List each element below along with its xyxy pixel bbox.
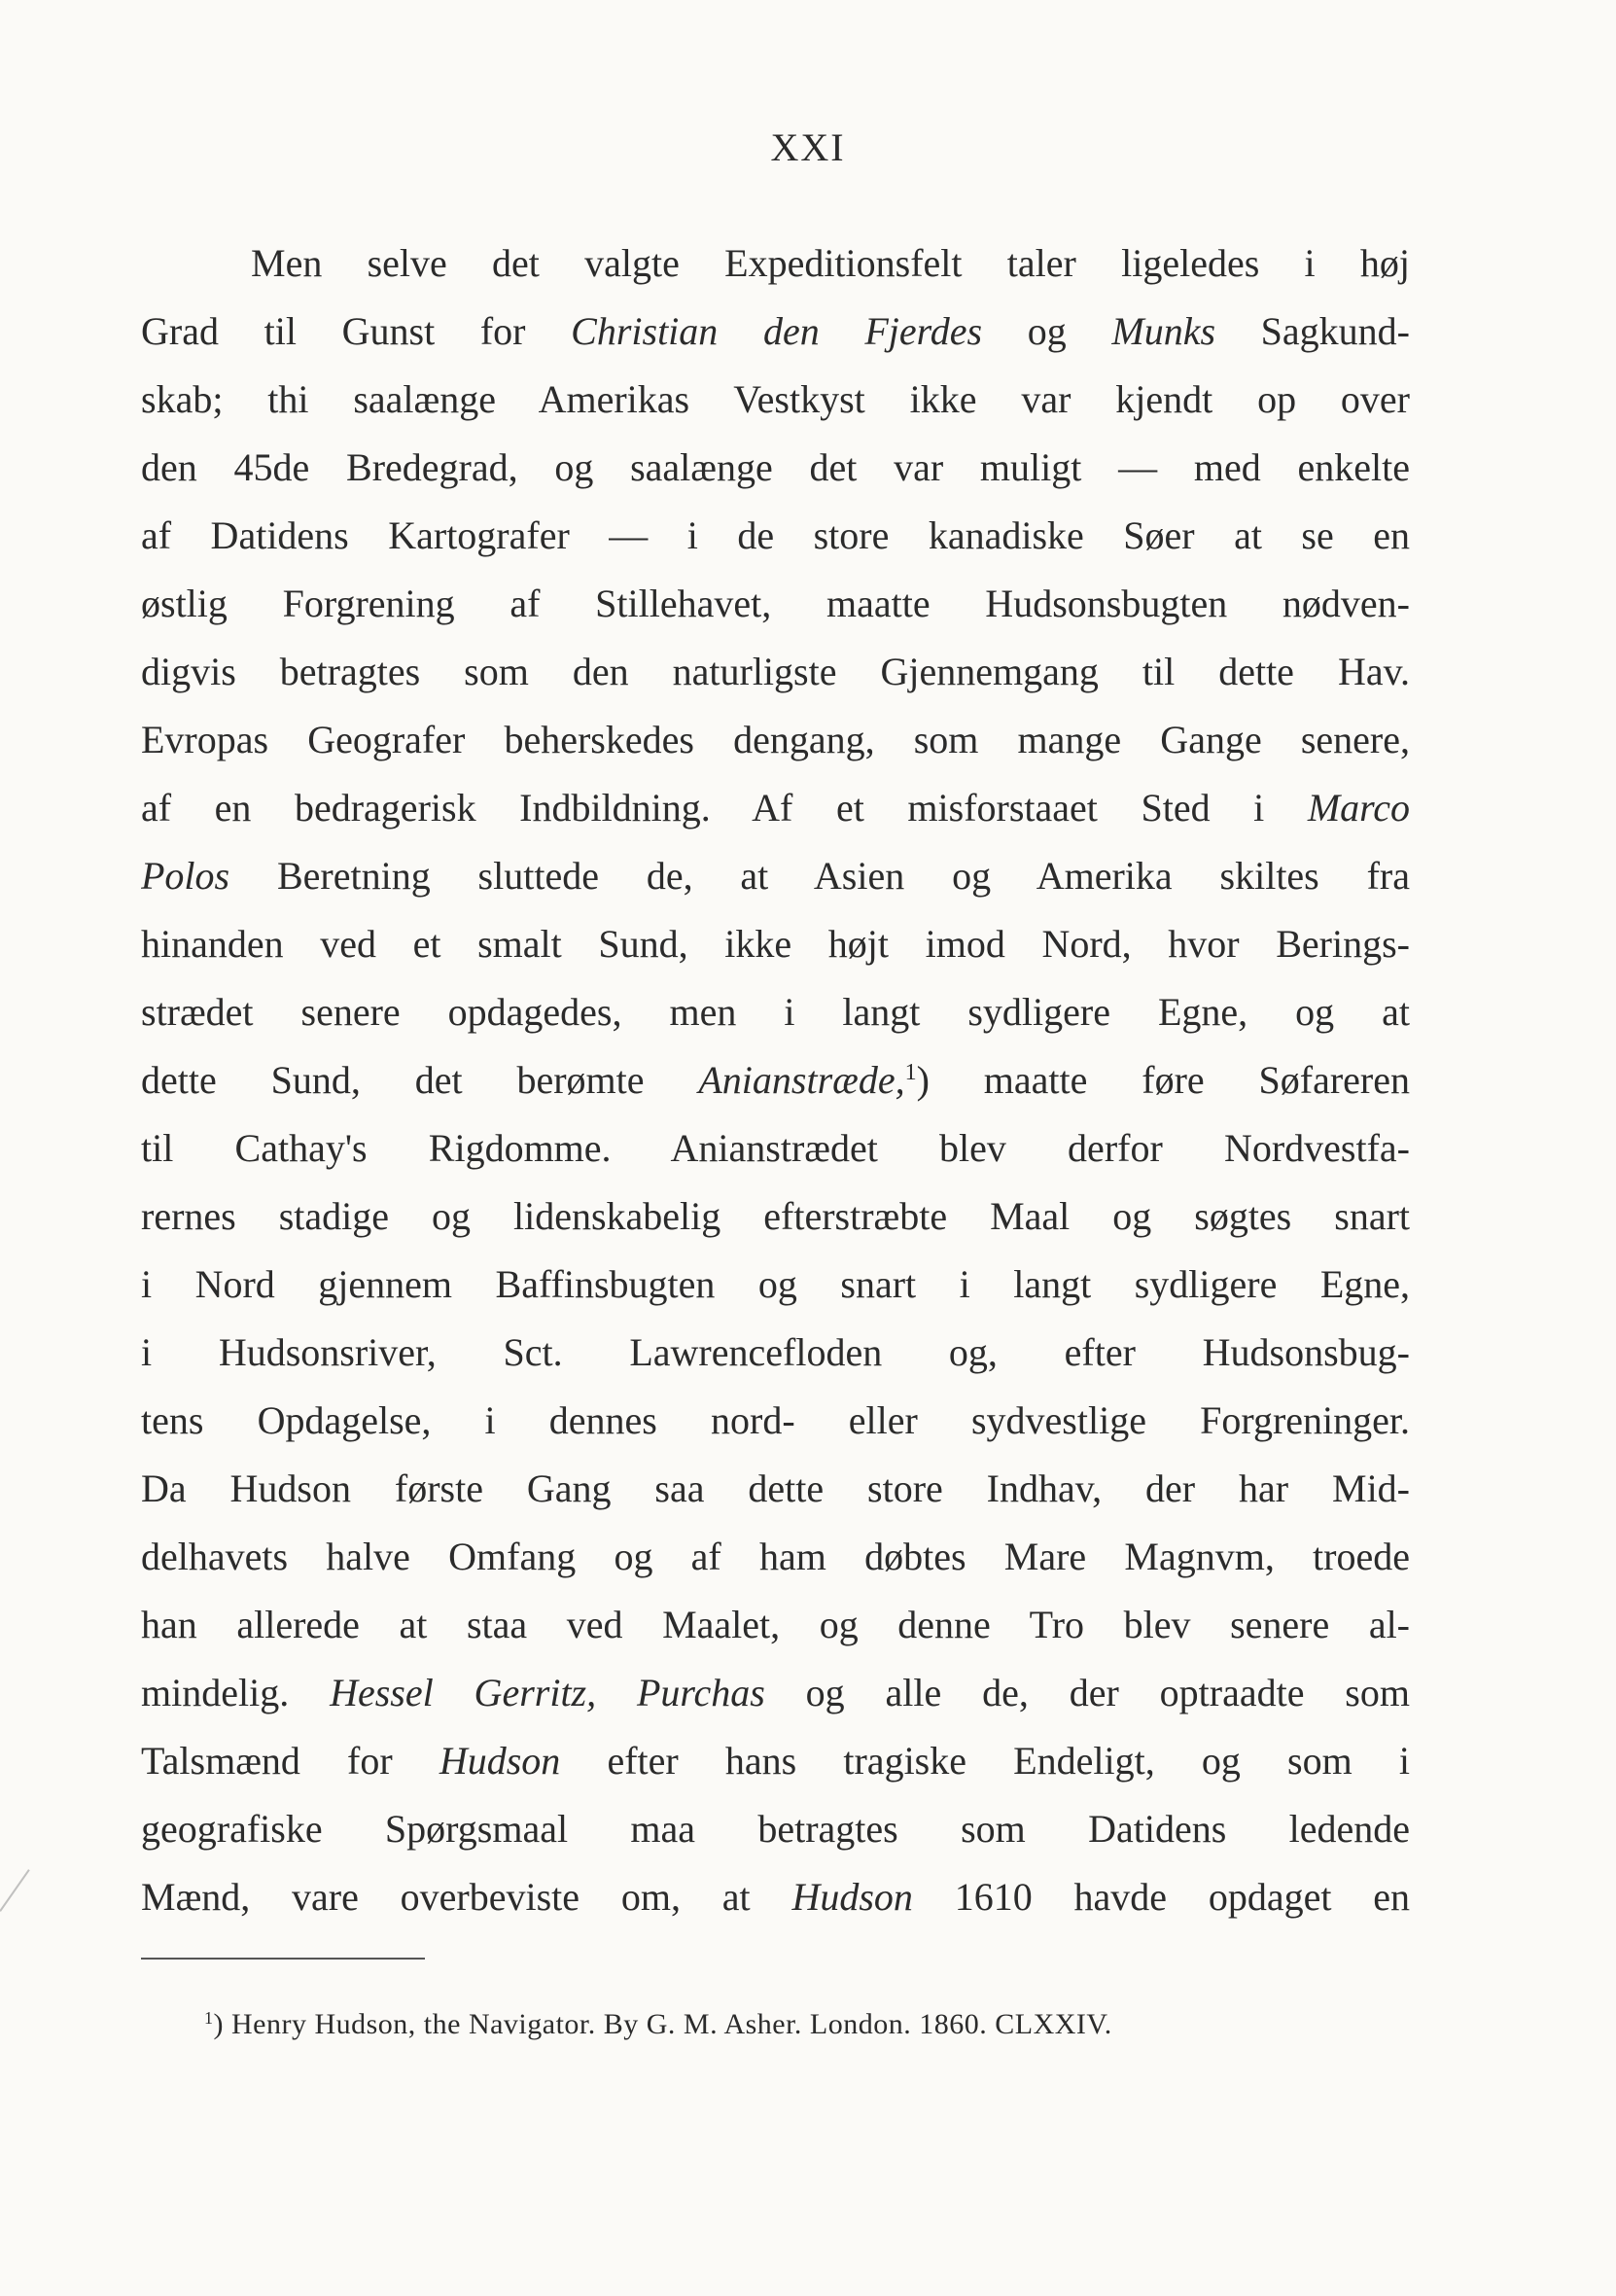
text-segment: østlig Forgrening af Stillehavet, maatte Hudsonsbugten nødven- (141, 582, 1410, 625)
footnote-marker: 1 (204, 2008, 214, 2028)
text-segment: i Nord gjennem Baffinsbugten og snart i langt sydligere Egne, (141, 1262, 1410, 1306)
text-segment: den 45de Bredegrad, og saalænge det var muligt — med enkelte (141, 445, 1410, 489)
text-line (141, 1455, 1410, 1523)
text-line (141, 1727, 1410, 1795)
text-line (141, 1523, 1410, 1591)
text-segment: rernes stadige og lidenskabelig efterstræbte Maal og søgtes snart (141, 1194, 1410, 1238)
text-segment: Sagkund- (1215, 309, 1410, 353)
footnote-text: ) Henry Hudson, the Navigator. By G. M. Asher. London. 1860. CLXXIV. (213, 2008, 1112, 2040)
text-segment: han allerede at staa ved Maalet, og denne Tro blev senere al- (141, 1603, 1410, 1646)
footnote-reference: 1 (904, 1060, 917, 1085)
text-segment: i Hudsonsriver, Sct. Lawrencefloden og, efter Hudsonsbug- (141, 1330, 1410, 1374)
text-line (141, 502, 1410, 570)
text-line (141, 774, 1410, 842)
text-segment: Beretning sluttede de, at Asien og Amerika skiltes fra (229, 854, 1410, 898)
text-line (141, 1387, 1410, 1455)
text-line (141, 298, 1410, 366)
text-segment: til Cathay's Rigdomme. Anianstrædet blev derfor Nordvestfa- (141, 1126, 1410, 1170)
italic-segment: Marco (1307, 786, 1410, 830)
text-line (141, 1319, 1410, 1387)
text-segment: Talsmænd for (141, 1739, 439, 1783)
text-segment: skab; thi saalænge Amerikas Vestkyst ikke var kjendt op over (141, 377, 1410, 421)
italic-segment: Polos (141, 854, 230, 898)
text-line (141, 706, 1410, 774)
text-line (141, 1251, 1410, 1319)
text-line (141, 910, 1410, 978)
footnote (204, 2008, 1112, 2041)
italic-segment: Hudson (791, 1875, 913, 1919)
text-segment: dette Sund, det berømte (141, 1058, 699, 1102)
text-segment: Evropas Geografer beherskedes dengang, som mange Gange senere, (141, 718, 1410, 761)
text-line (141, 842, 1410, 910)
italic-segment: Anianstræde, (698, 1058, 905, 1102)
page-number: XXI (770, 125, 846, 169)
text-line (141, 1795, 1410, 1863)
text-segment: af Datidens Kartografer — i de store kanadiske Søer at se en (141, 513, 1410, 557)
text-segment: Mænd, vare overbeviste om, at (141, 1875, 792, 1919)
text-segment: Da Hudson første Gang saa dette store Indhav, der har Mid- (141, 1466, 1410, 1510)
text-line (141, 1114, 1410, 1183)
text-line (141, 978, 1410, 1046)
footnote-rule (141, 1958, 425, 1960)
text-line (141, 1863, 1410, 1931)
text-segment: efter hans tragiske Endeligt, og som i (560, 1739, 1410, 1783)
text-line (141, 1046, 1410, 1114)
text-segment: og (982, 309, 1112, 353)
text-segment: ) maatte føre Søfareren (916, 1058, 1410, 1102)
text-line (141, 570, 1410, 638)
text-segment: af en bedragerisk Indbildning. Af et misforstaaet Sted i (141, 786, 1308, 830)
italic-segment: Hessel Gerritz, Purchas (330, 1671, 765, 1714)
text-segment: 1610 havde opdaget en (912, 1875, 1410, 1919)
text-segment: tens Opdagelse, i dennes nord- eller sydvestlige Forgreninger. (141, 1398, 1410, 1442)
text-line (141, 230, 1410, 298)
text-segment: strædet senere opdagedes, men i langt sydligere Egne, og at (141, 990, 1410, 1034)
text-line (141, 638, 1410, 706)
text-segment: delhavets halve Omfang og af ham døbtes Mare Magnvm, troede (141, 1535, 1410, 1578)
text-line (141, 434, 1410, 502)
text-segment: Men selve det valgte Expeditionsfelt taler ligeledes i høj (251, 241, 1410, 285)
text-segment: digvis betragtes som den naturligste Gjennemgang til dette Hav. (141, 650, 1410, 693)
italic-segment: Hudson (439, 1739, 561, 1783)
body-text (141, 230, 1410, 1931)
text-segment: Grad til Gunst for (141, 309, 572, 353)
text-segment: mindelig. (141, 1671, 331, 1714)
text-segment: geografiske Spørgsmaal maa betragtes som Datidens ledende (141, 1807, 1410, 1851)
italic-segment: Christian den Fjerdes (571, 309, 983, 353)
text-line (141, 1659, 1410, 1727)
text-segment: hinanden ved et smalt Sund, ikke højt imod Nord, hvor Berings- (141, 922, 1410, 966)
text-line (141, 1591, 1410, 1659)
text-segment: og alle de, der optraadte som (764, 1671, 1410, 1714)
margin-pencil-mark (0, 1869, 30, 1912)
text-line (141, 366, 1410, 434)
text-line (141, 1183, 1410, 1251)
italic-segment: Munks (1111, 309, 1216, 353)
